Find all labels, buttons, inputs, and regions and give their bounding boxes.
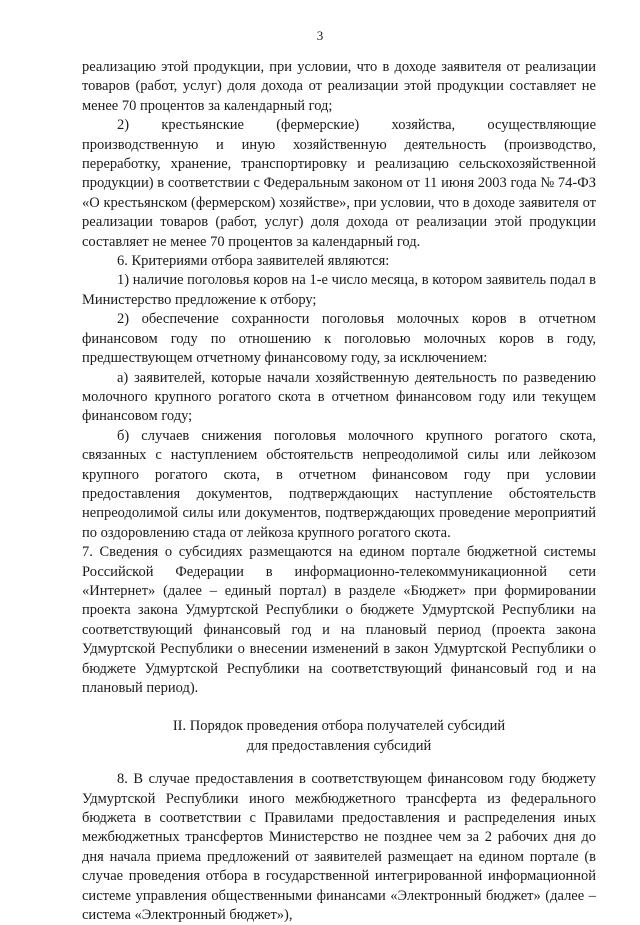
paragraph-7: 7. Сведения о субсидиях размещаются на едином портале бюджетной системы Российской Федерации в информационно-телекоммуникационной сети «Интернет» (далее – единый портал) в разделе «Бюджет» при формировании проекта закона Удмуртской Республики о бюджете Удмуртской Республики на соответствующий финансовый год и на плановый период (проекта закона Удмуртской Республики о внесении изменений в закон Удмуртской Республики о бюджете Удмуртской Республики на соответствующий финансовый год и на плановый период). bbox=[82, 544, 596, 696]
paragraph-continuation: реализацию этой продукции, при условии, что в доходе заявителя от реализации товаров (работ, услуг) доля дохода от реализации этой продукции составляет не менее 70 процентов за календарный год; bbox=[82, 59, 596, 114]
section-heading-line-1: II. Порядок проведения отбора получателей субсидий bbox=[172, 718, 506, 735]
page-number: 3 bbox=[316, 28, 324, 43]
paragraph-6-item-2b: б) случаев снижения поголовья молочного крупного рогатого скота, связанных с наступлением обстоятельств непреодолимой силы или лейкозом крупного рогатого скота, в отчетном финансовом году при условии предоставления документов, подтверждающих наступление обстоятельств непреодолимой силы или документов, подтверждающих проведение мероприятий по оздоровлению стада от лейкоза крупного рогатого скота. bbox=[82, 427, 596, 541]
paragraph-6: 6. Критериями отбора заявителей являются: bbox=[117, 253, 390, 270]
paragraph-item-2: 2) крестьянские (фермерские) хозяйства, осуществляющие производственную и иную хозяйственную деятельность (производство, переработку, хранение, транспортировку и реализацию сельскохозяйственной продукции) в соответствии с Федеральным законом от 11 июня 2003 года № 74-ФЗ «О крестьянском (фермерском) хозяйстве», при условии, что в доходе заявителя от реализации товаров (работ, услуг) доля дохода от реализации этой продукции составляет не менее 70 процентов за календарный год. bbox=[82, 117, 596, 250]
paragraph-6-item-1: 1) наличие поголовья коров на 1-е число месяца, в котором заявитель подал в Министерство предложение к отбору; bbox=[82, 272, 596, 308]
paragraph-6-item-2a: а) заявителей, которые начали хозяйственную деятельность по разведению молочного крупного рогатого скота в отчетном финансовом году или текущем финансовом году; bbox=[82, 369, 596, 425]
document-body bbox=[82, 58, 596, 925]
paragraph-6-item-2: 2) обеспечение сохранности поголовья молочных коров в отчетном финансовом году по отношению к поголовью молочных коров в году, предшествующем отчетному финансовому году, за исключением: bbox=[82, 311, 596, 367]
section-heading-line-2: для предоставления субсидий bbox=[246, 737, 432, 754]
paragraph-8: 8. В случае предоставления в соответствующем финансовом году бюджету Удмуртской Республики иного межбюджетного трансферта из федерального бюджета в соответствии с Правилами предоставления и распределения иных межбюджетных трансфертов Министерство не позднее чем за 2 рабочих дня до дня начала приема предложений от заявителей размещает на едином портале (в случае проведения отбора в государственной интегрированной информационной системе управления общественными финансами «Электронный бюджет» (далее – система «Электронный бюджет»), bbox=[82, 771, 596, 924]
